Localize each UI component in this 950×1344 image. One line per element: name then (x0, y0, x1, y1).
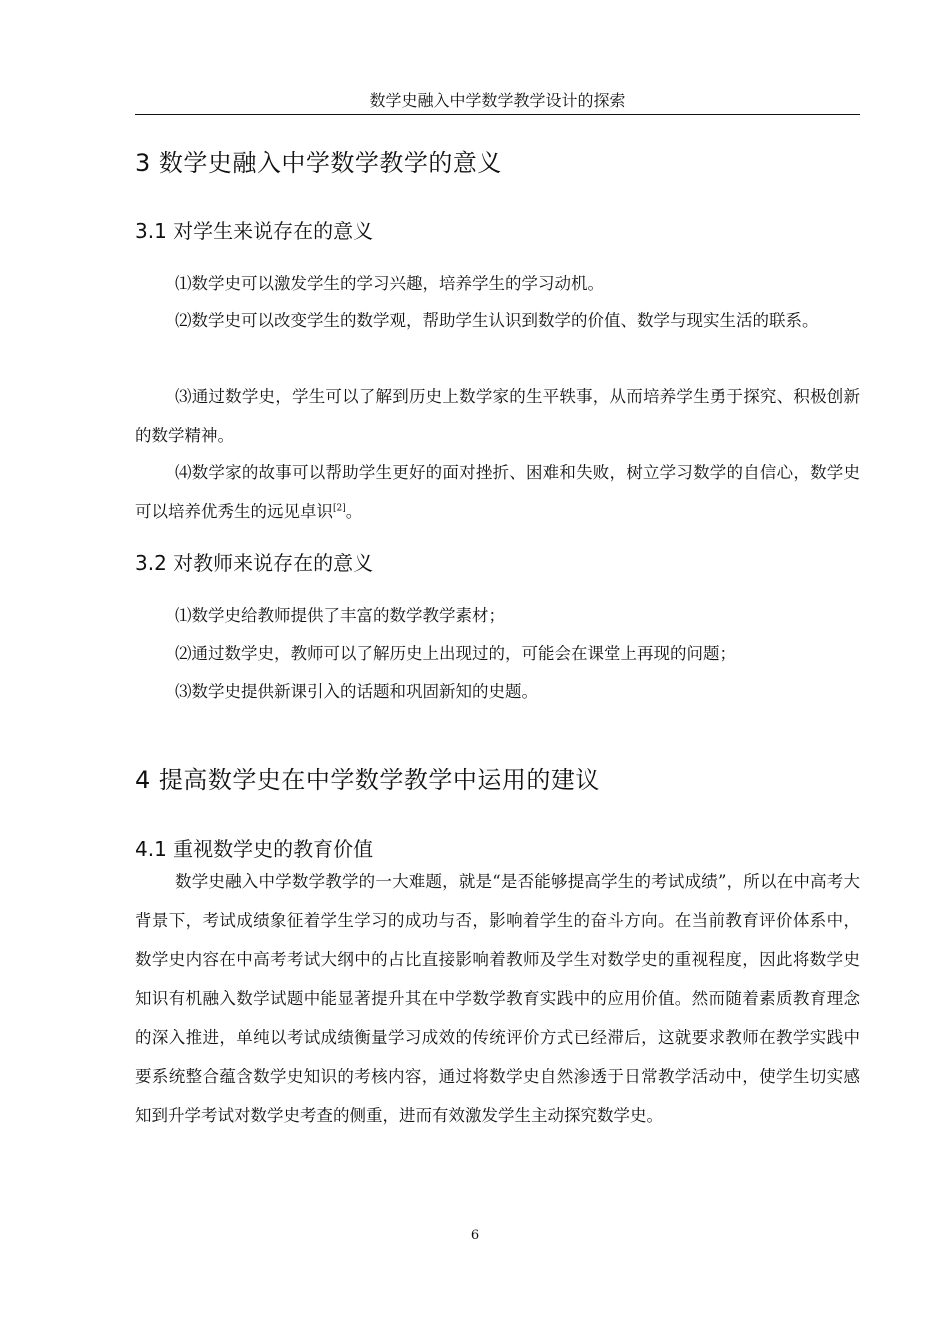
running-header: 数学史融入中学数学教学设计的探索 (369, 91, 626, 110)
section-4-1-paragraph: 数学史融入中学数学教学的一大难题，就是“是否能够提高学生的考试成绩”，所以在中高考大背景下，考试成绩象征着学生学习的成功与否，影响着学生的奋斗方向。在当前教育评价体系中，数学史内容在中高考考试大纲中的占比直接影响着教师及学生对数学史的重视程度，因此将数学史知识有机融入数学试题中能显著提升其在中学数学教育实践中的应用价值。然而随着素质教育理念的深入推进，单纯以考试成绩衡量学习成效的传统评价方式已经滞后，这就要求教师在教学实践中要系统整合蕴含数学史知识的考核内容，通过将数学史自然渗透于日常教学活动中，使学生切实感知到升学考试对数学史考查的侧重，进而有效激发学生主动探究数学史。 (135, 872, 860, 1125)
section-4-1-heading: 4.1 重视数学史的教育价值 (135, 837, 374, 861)
header-rule (135, 114, 860, 115)
section-3-1-heading: 3.1 对学生来说存在的意义 (135, 219, 374, 243)
section-3-heading: 3 数学史融入中学数学教学的意义 (135, 149, 502, 177)
teacher-item-2: ⑵通过数学史，教师可以了解历史上出现过的，可能会在课堂上再现的问题； (175, 644, 736, 663)
section-4-heading: 4 提高数学史在中学数学教学中运用的建议 (135, 766, 600, 794)
student-item-1: ⑴数学史可以激发学生的学习兴趣，培养学生的学习动机。 (175, 274, 604, 293)
teacher-item-1: ⑴数学史给教师提供了丰富的数学教学素材； (175, 606, 505, 625)
section-3-2-heading: 3.2 对教师来说存在的意义 (135, 551, 374, 575)
page-number: 6 (470, 1228, 480, 1243)
student-item-2: ⑵数学史可以改变学生的数学观，帮助学生认识到数学的价值、数学与现实生活的联系。 (175, 311, 819, 330)
student-item-4-end: 。 (345, 502, 363, 521)
student-item-4 (135, 453, 860, 531)
student-item-3: ⑶通过数学史，学生可以了解到历史上数学家的生平轶事，从而培养学生勇于探究、积极创新的数学精神。 (135, 387, 860, 445)
citation-ref: [2] (333, 503, 346, 514)
teacher-item-3: ⑶数学史提供新课引入的话题和巩固新知的史题。 (175, 682, 538, 701)
student-item-4-text: ⑷数学家的故事可以帮助学生更好的面对挫折、困难和失败，树立学习数学的自信心，数学史可以培养优秀生的远见卓识 (135, 463, 860, 521)
